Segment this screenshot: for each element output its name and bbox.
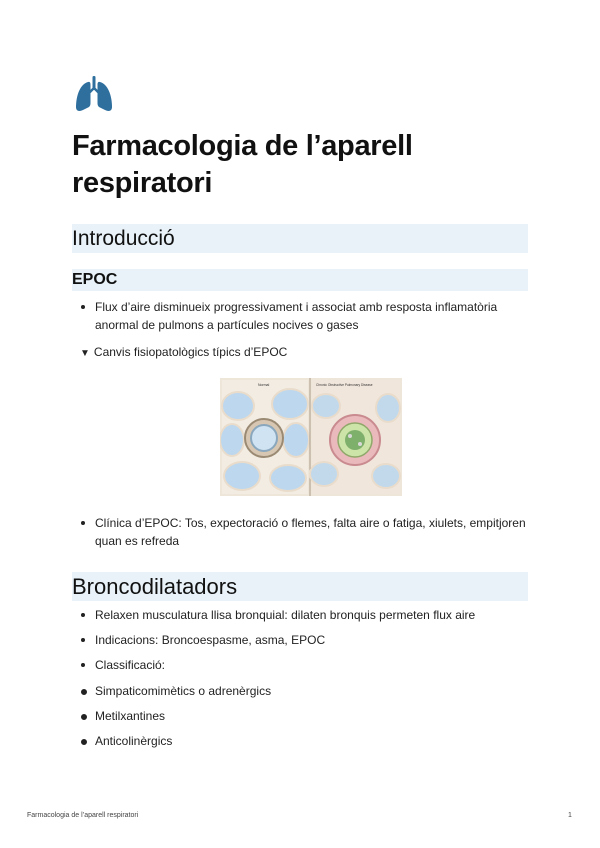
bullet-dot <box>81 613 85 617</box>
list-item-text: Indicacions: Broncoespasme, asma, EPOC <box>95 633 326 647</box>
list-item <box>72 631 532 649</box>
bullet-dot <box>81 521 85 525</box>
sublist-item-text: Simpaticomimètics o adrenèrgics <box>95 684 272 698</box>
bullet-circle <box>81 739 87 745</box>
classificacio-sublist <box>72 682 532 750</box>
epoc-clinic-list <box>72 514 532 550</box>
sublist-item-text: Metilxantines <box>95 709 166 723</box>
list-item <box>72 606 532 624</box>
bullet-circle <box>81 689 87 695</box>
triangle-down-icon: ▼ <box>80 348 90 359</box>
epoc-list <box>72 298 532 334</box>
details-summary-label: Canvis fisiopatològics típics d’EPOC <box>93 345 288 359</box>
lungs-icon <box>74 76 114 113</box>
sublist-item <box>72 707 532 725</box>
list-item-text: Classificació: <box>95 658 166 672</box>
list-item-text: Relaxen musculatura llisa bronquial: dilaten bronquis permeten flux aire <box>95 608 476 622</box>
list-item <box>72 298 532 334</box>
list-item <box>72 656 532 674</box>
list-item-text: Flux d’aire disminueix progressivament i associat amb resposta inflamatòria anormal de pulmons a partícules nocives o gases <box>95 300 498 332</box>
sublist-item-text: Anticolinèrgics <box>95 734 173 748</box>
page-number: 1 <box>568 812 572 819</box>
bullet-dot <box>81 305 85 309</box>
bullet-circle <box>81 714 87 720</box>
subsection-heading-epoc: EPOC <box>72 269 528 291</box>
figure-label-normal: Normal <box>258 383 270 387</box>
figure-label-copd: Chronic Obstructive Pulmonary Disease <box>316 383 373 387</box>
sublist-item <box>72 732 532 750</box>
page-footer: Farmacologia de l’aparell respiratori <box>27 812 139 819</box>
sublist-item <box>72 682 532 700</box>
document-title: Farmacologia de l’aparell respiratori <box>72 130 413 199</box>
bullet-dot <box>81 638 85 642</box>
section-heading-broncodilatadors: Broncodilatadors <box>72 572 528 601</box>
details-toggle-canvis-fisiopatologics[interactable] <box>80 344 287 362</box>
list-item-text: Clínica d’EPOC: Tos, expectoració o flemes, falta aire o fatiga, xiulets, empitjoren quan es refreda <box>95 516 526 548</box>
bronco-list <box>72 606 532 674</box>
list-item <box>72 514 532 550</box>
section-heading-introduccio: Introducció <box>72 224 528 253</box>
epoc-airway-figure <box>220 378 402 496</box>
bullet-dot <box>81 663 85 667</box>
